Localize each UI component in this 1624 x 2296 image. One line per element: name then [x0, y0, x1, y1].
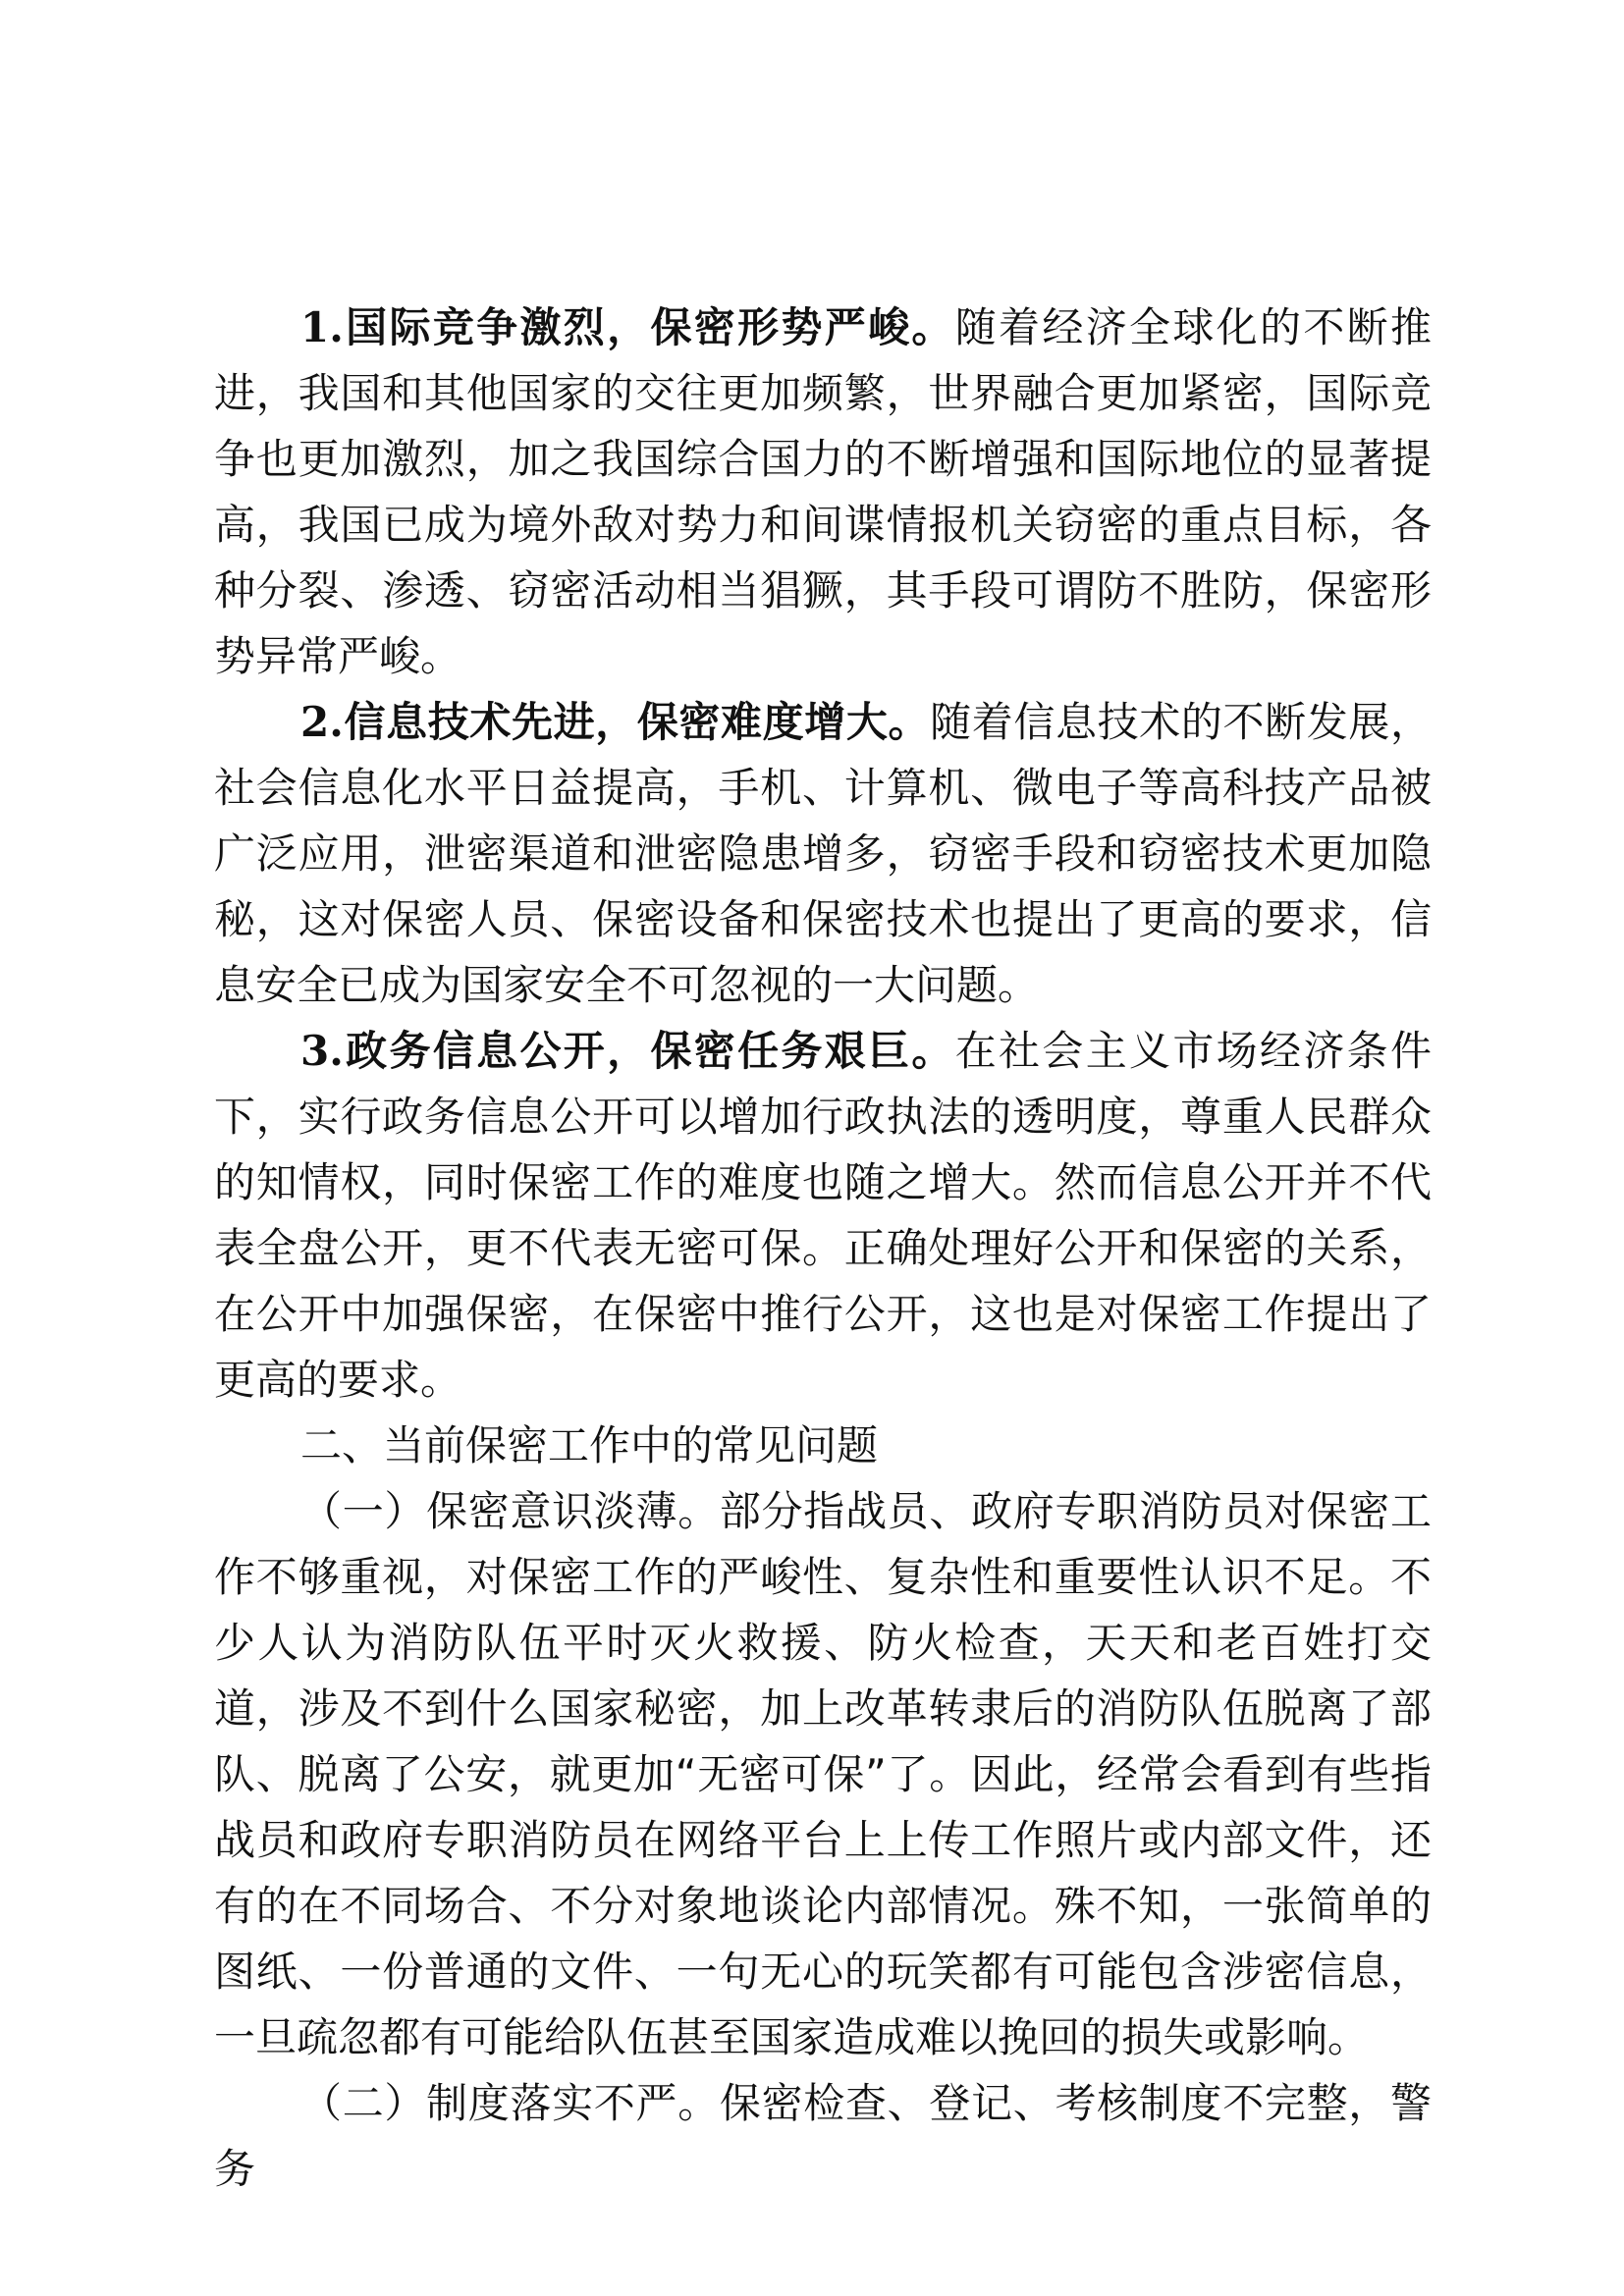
paragraph-information-technology: [214, 689, 1432, 1018]
paragraph-lead: 政务信息公开，保密任务艰巨。: [343, 1027, 955, 1075]
paragraph-awareness-problem: （一）保密意识淡薄。部分指战员、政府专职消防员对保密工作不够重视，对保密工作的严峻性、复杂性和重要性认识不足。不少人认为消防队伍平时灭火救援、防火检查，天天和老百姓打交道，涉及不到什么国家秘密，加上改革转隶后的消防队伍脱离了部队、脱离了公安，就更加“无密可保”了。因此，经常会看到有些指战员和政府专职消防员在网络平台上上传工作照片或内部文件，还有的在不同场合、不分对象地谈论内部情况。殊不知，一张简单的图纸、一份普通的文件、一句无心的玩笑都有可能包含涉密信息，一旦疏忽都有可能给队伍甚至国家造成难以挽回的损失或影响。: [214, 1487, 1432, 2061]
paragraph-international-competition: [214, 294, 1432, 689]
paragraph-government-openness: [214, 1018, 1432, 1413]
paragraph-body: 随着经济全球化的不断推进，我国和其他国家的交往更加频繁，世界融合更加紧密，国际竞争也更加激烈，加之我国综合国力的不断增强和国际地位的显著提高，我国已成为境外敌对势力和间谍情报机关窃密的重点目标，各种分裂、渗透、窃密活动相当猖獗，其手段可谓防不胜防，保密形势异常严峻。: [214, 303, 1432, 680]
document-page: [214, 294, 1432, 2202]
paragraph-body: 随着信息技术的不断发展，社会信息化水平日益提高，手机、计算机、微电子等高科技产品被广泛应用，泄密渠道和泄密隐患增多，窃密手段和窃密技术更加隐秘，这对保密人员、保密设备和保密技术也提出了更高的要求，信息安全已成为国家安全不可忽视的一大问题。: [214, 698, 1432, 1009]
item-number: 1.: [300, 303, 344, 351]
section-heading: 二、当前保密工作中的常见问题: [300, 1421, 879, 1469]
paragraph-lead: 国际竞争激烈，保密形势严峻。: [343, 303, 955, 351]
paragraph-system-problem: （二）制度落实不严。保密检查、登记、考核制度不完整，警务: [214, 2079, 1432, 2193]
paragraph-body: 在社会主义市场经济条件下，实行政务信息公开可以增加行政执法的透明度，尊重人民群众的知情权，同时保密工作的难度也随之增大。然而信息公开并不代表全盘公开，更不代表无密可保。正确处理好公开和保密的关系，在公开中加强保密，在保密中推行公开，这也是对保密工作提出了更高的要求。: [214, 1027, 1432, 1404]
paragraph-lead: 信息技术先进，保密难度增大。: [343, 698, 931, 746]
item-number: 2.: [300, 698, 344, 746]
item-number: 3.: [300, 1027, 344, 1075]
